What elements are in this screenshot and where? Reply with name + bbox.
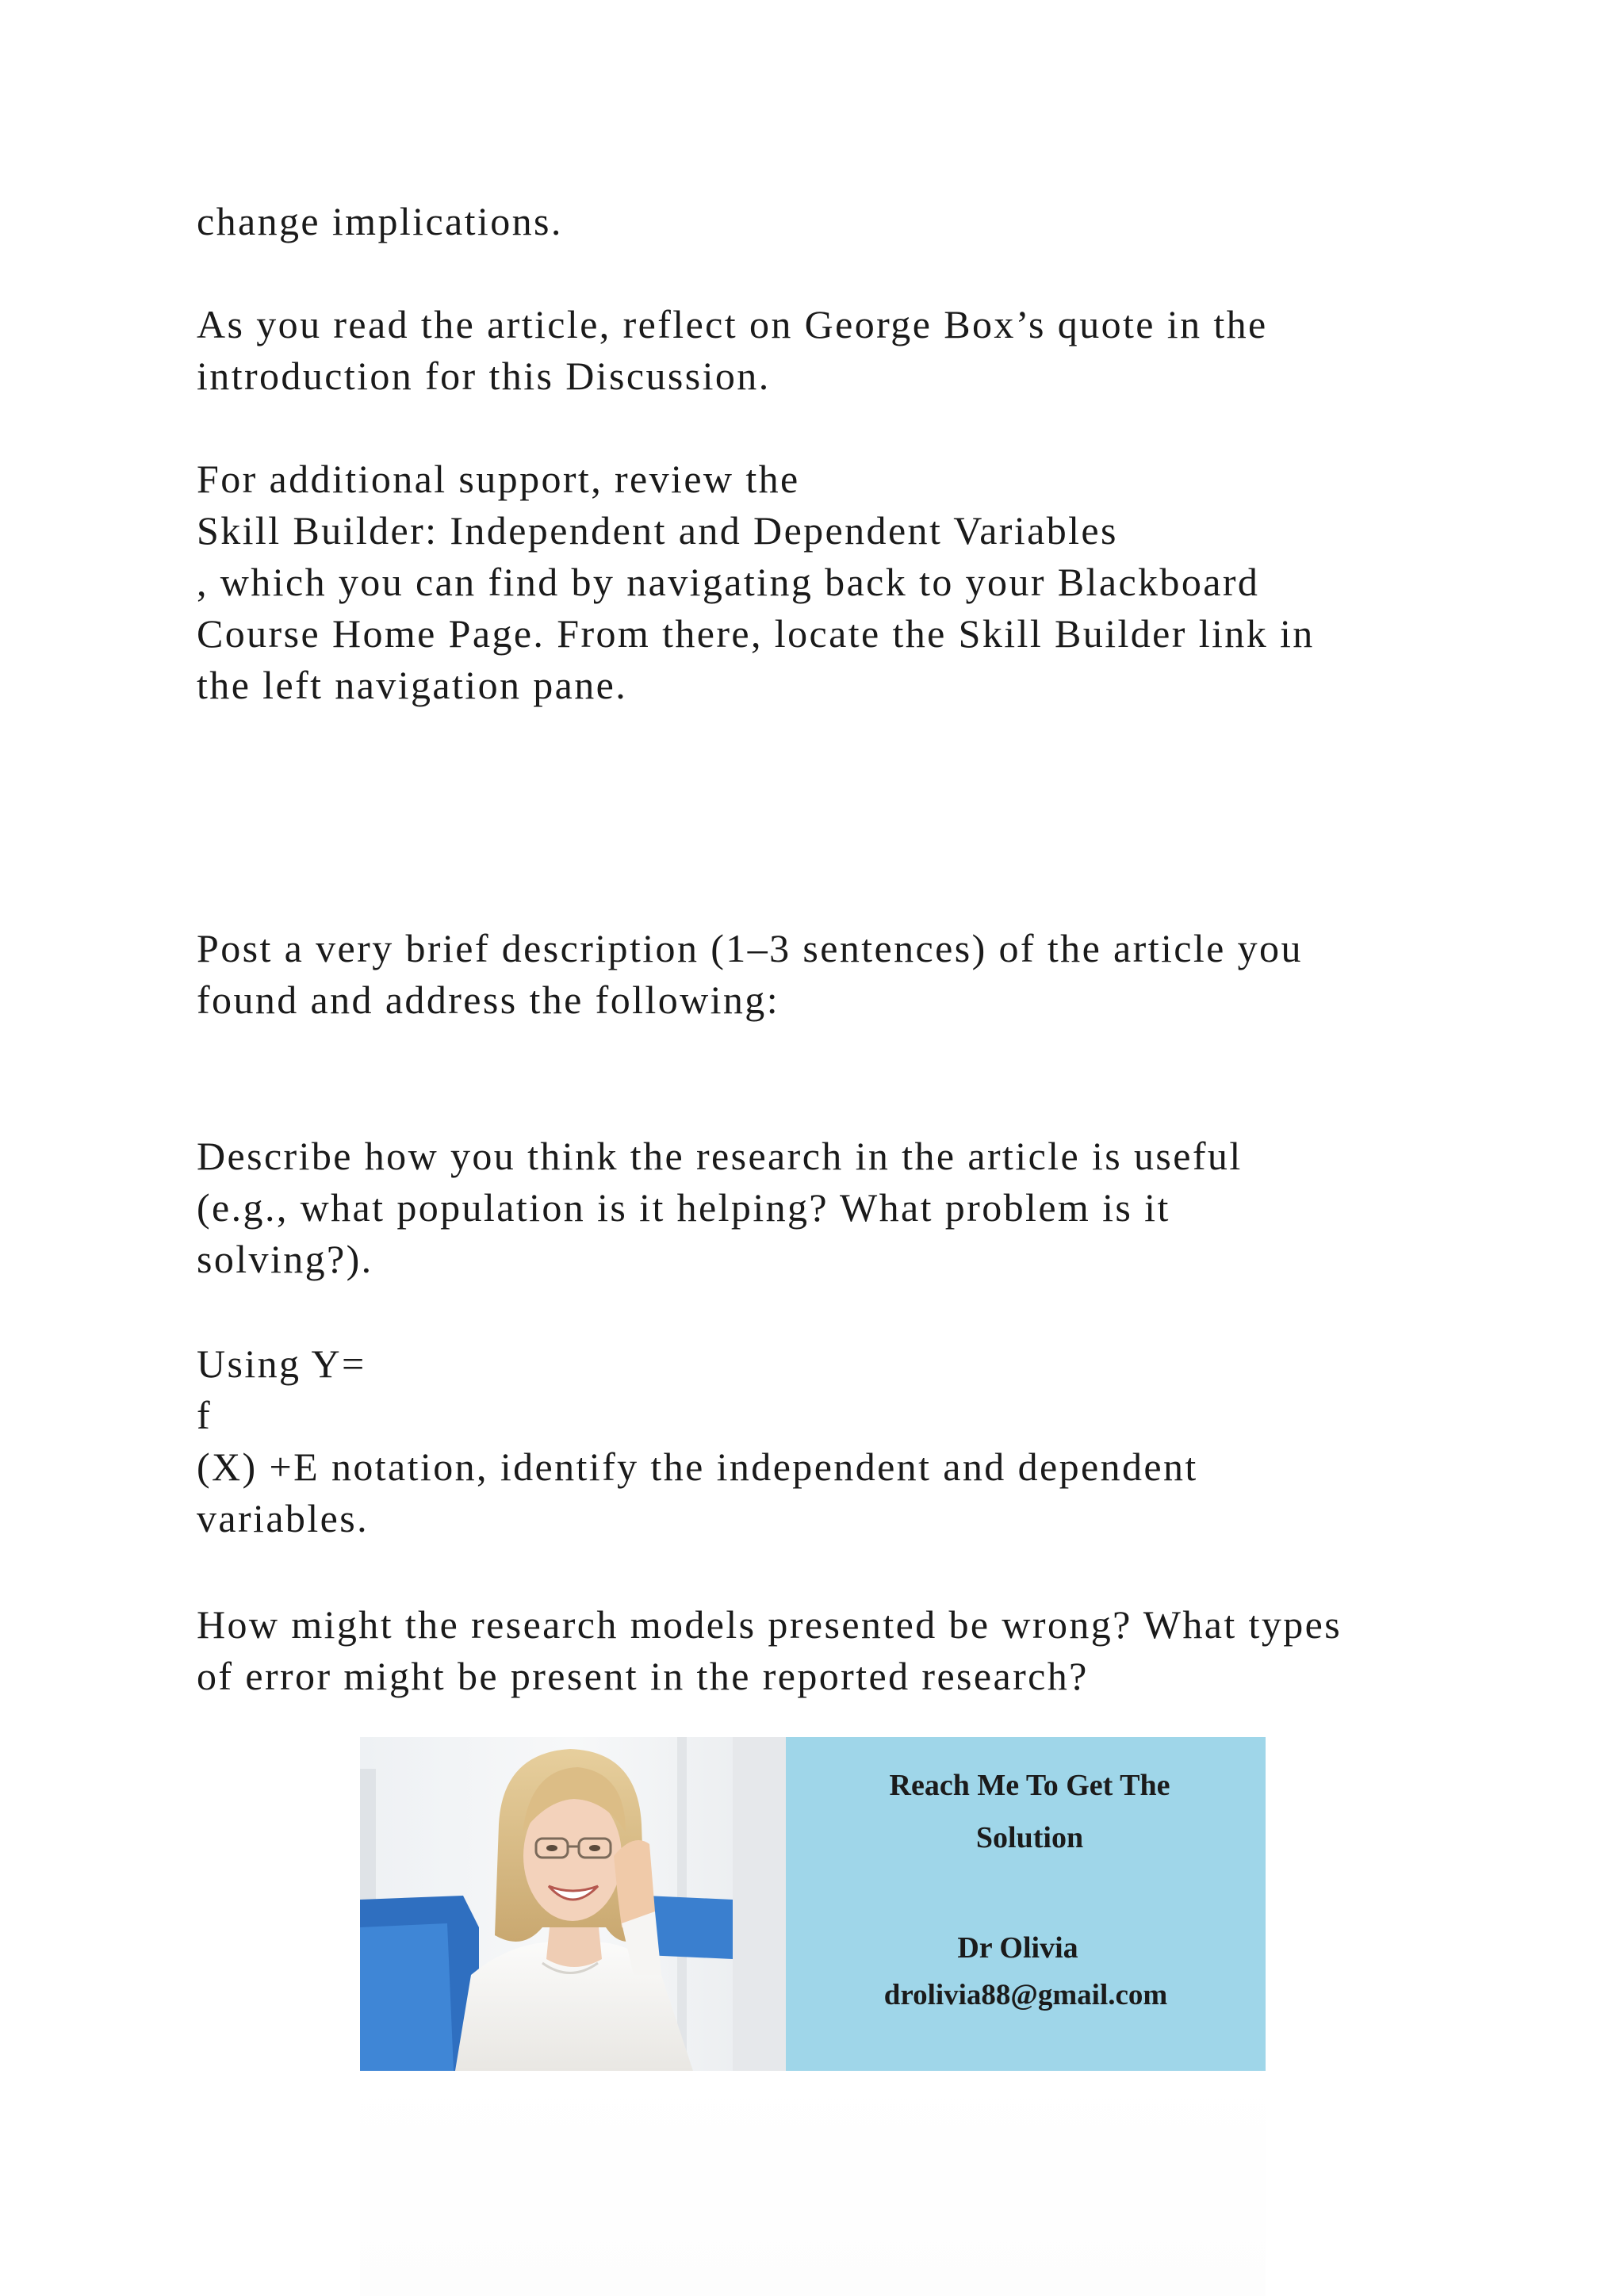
ad-headline-line: Solution (975, 1821, 1084, 1854)
text-line: (X) +E notation, identify the independent and dependent (197, 1445, 1198, 1489)
text-line: introduction for this Discussion. (197, 354, 771, 398)
woman-photo (360, 1737, 786, 2071)
paragraph-notation (197, 1338, 1497, 1544)
text-line: , which you can find by navigating back to your Blackboard (197, 560, 1260, 604)
text-line: solving?). (197, 1237, 373, 1281)
paragraph-research-usefulness (197, 1131, 1497, 1285)
text-line: the left navigation pane. (197, 663, 628, 707)
ad-headline (786, 1759, 1266, 1864)
text-line: As you read the article, reflect on George Box’s quote in the (197, 302, 1268, 346)
advertisement-banner (360, 1737, 1266, 2071)
text-line: found and address the following: (197, 978, 780, 1022)
text-line: Post a very brief description (1–3 sentences) of the article you (197, 926, 1303, 970)
text-line: (e.g., what population is it helping? What problem is it (197, 1185, 1170, 1230)
text-line: f (197, 1393, 213, 1437)
text-line: Using Y= (197, 1341, 366, 1386)
contact-panel (786, 1737, 1266, 2071)
text-line: change implications. (197, 199, 563, 243)
text-line: of error might be present in the reported research? (197, 1654, 1089, 1698)
text-line: Describe how you think the research in the article is useful (197, 1134, 1243, 1178)
text-line: Course Home Page. From there, locate the Skill Builder link in (197, 611, 1315, 656)
text-line: variables. (197, 1496, 369, 1540)
text-line: How might the research models presented be wrong? What types (197, 1602, 1342, 1647)
paragraph-additional-support (197, 453, 1497, 711)
ad-headline-line: Reach Me To Get The (889, 1769, 1170, 1802)
paragraph-change-implications (197, 196, 1497, 247)
paragraph-model-error (197, 1599, 1497, 1702)
paragraph-post-description (197, 923, 1497, 1026)
faint-background-strip (360, 2071, 1266, 2296)
contact-name: Dr Olivia (957, 1931, 1078, 1965)
skill-builder-title: Skill Builder: Independent and Dependent Variables (197, 508, 1118, 553)
paragraph-reflect-quote (197, 299, 1497, 402)
contact-email: drolivia88@gmail.com (883, 1979, 1168, 2011)
text-line: For additional support, review the (197, 457, 800, 501)
